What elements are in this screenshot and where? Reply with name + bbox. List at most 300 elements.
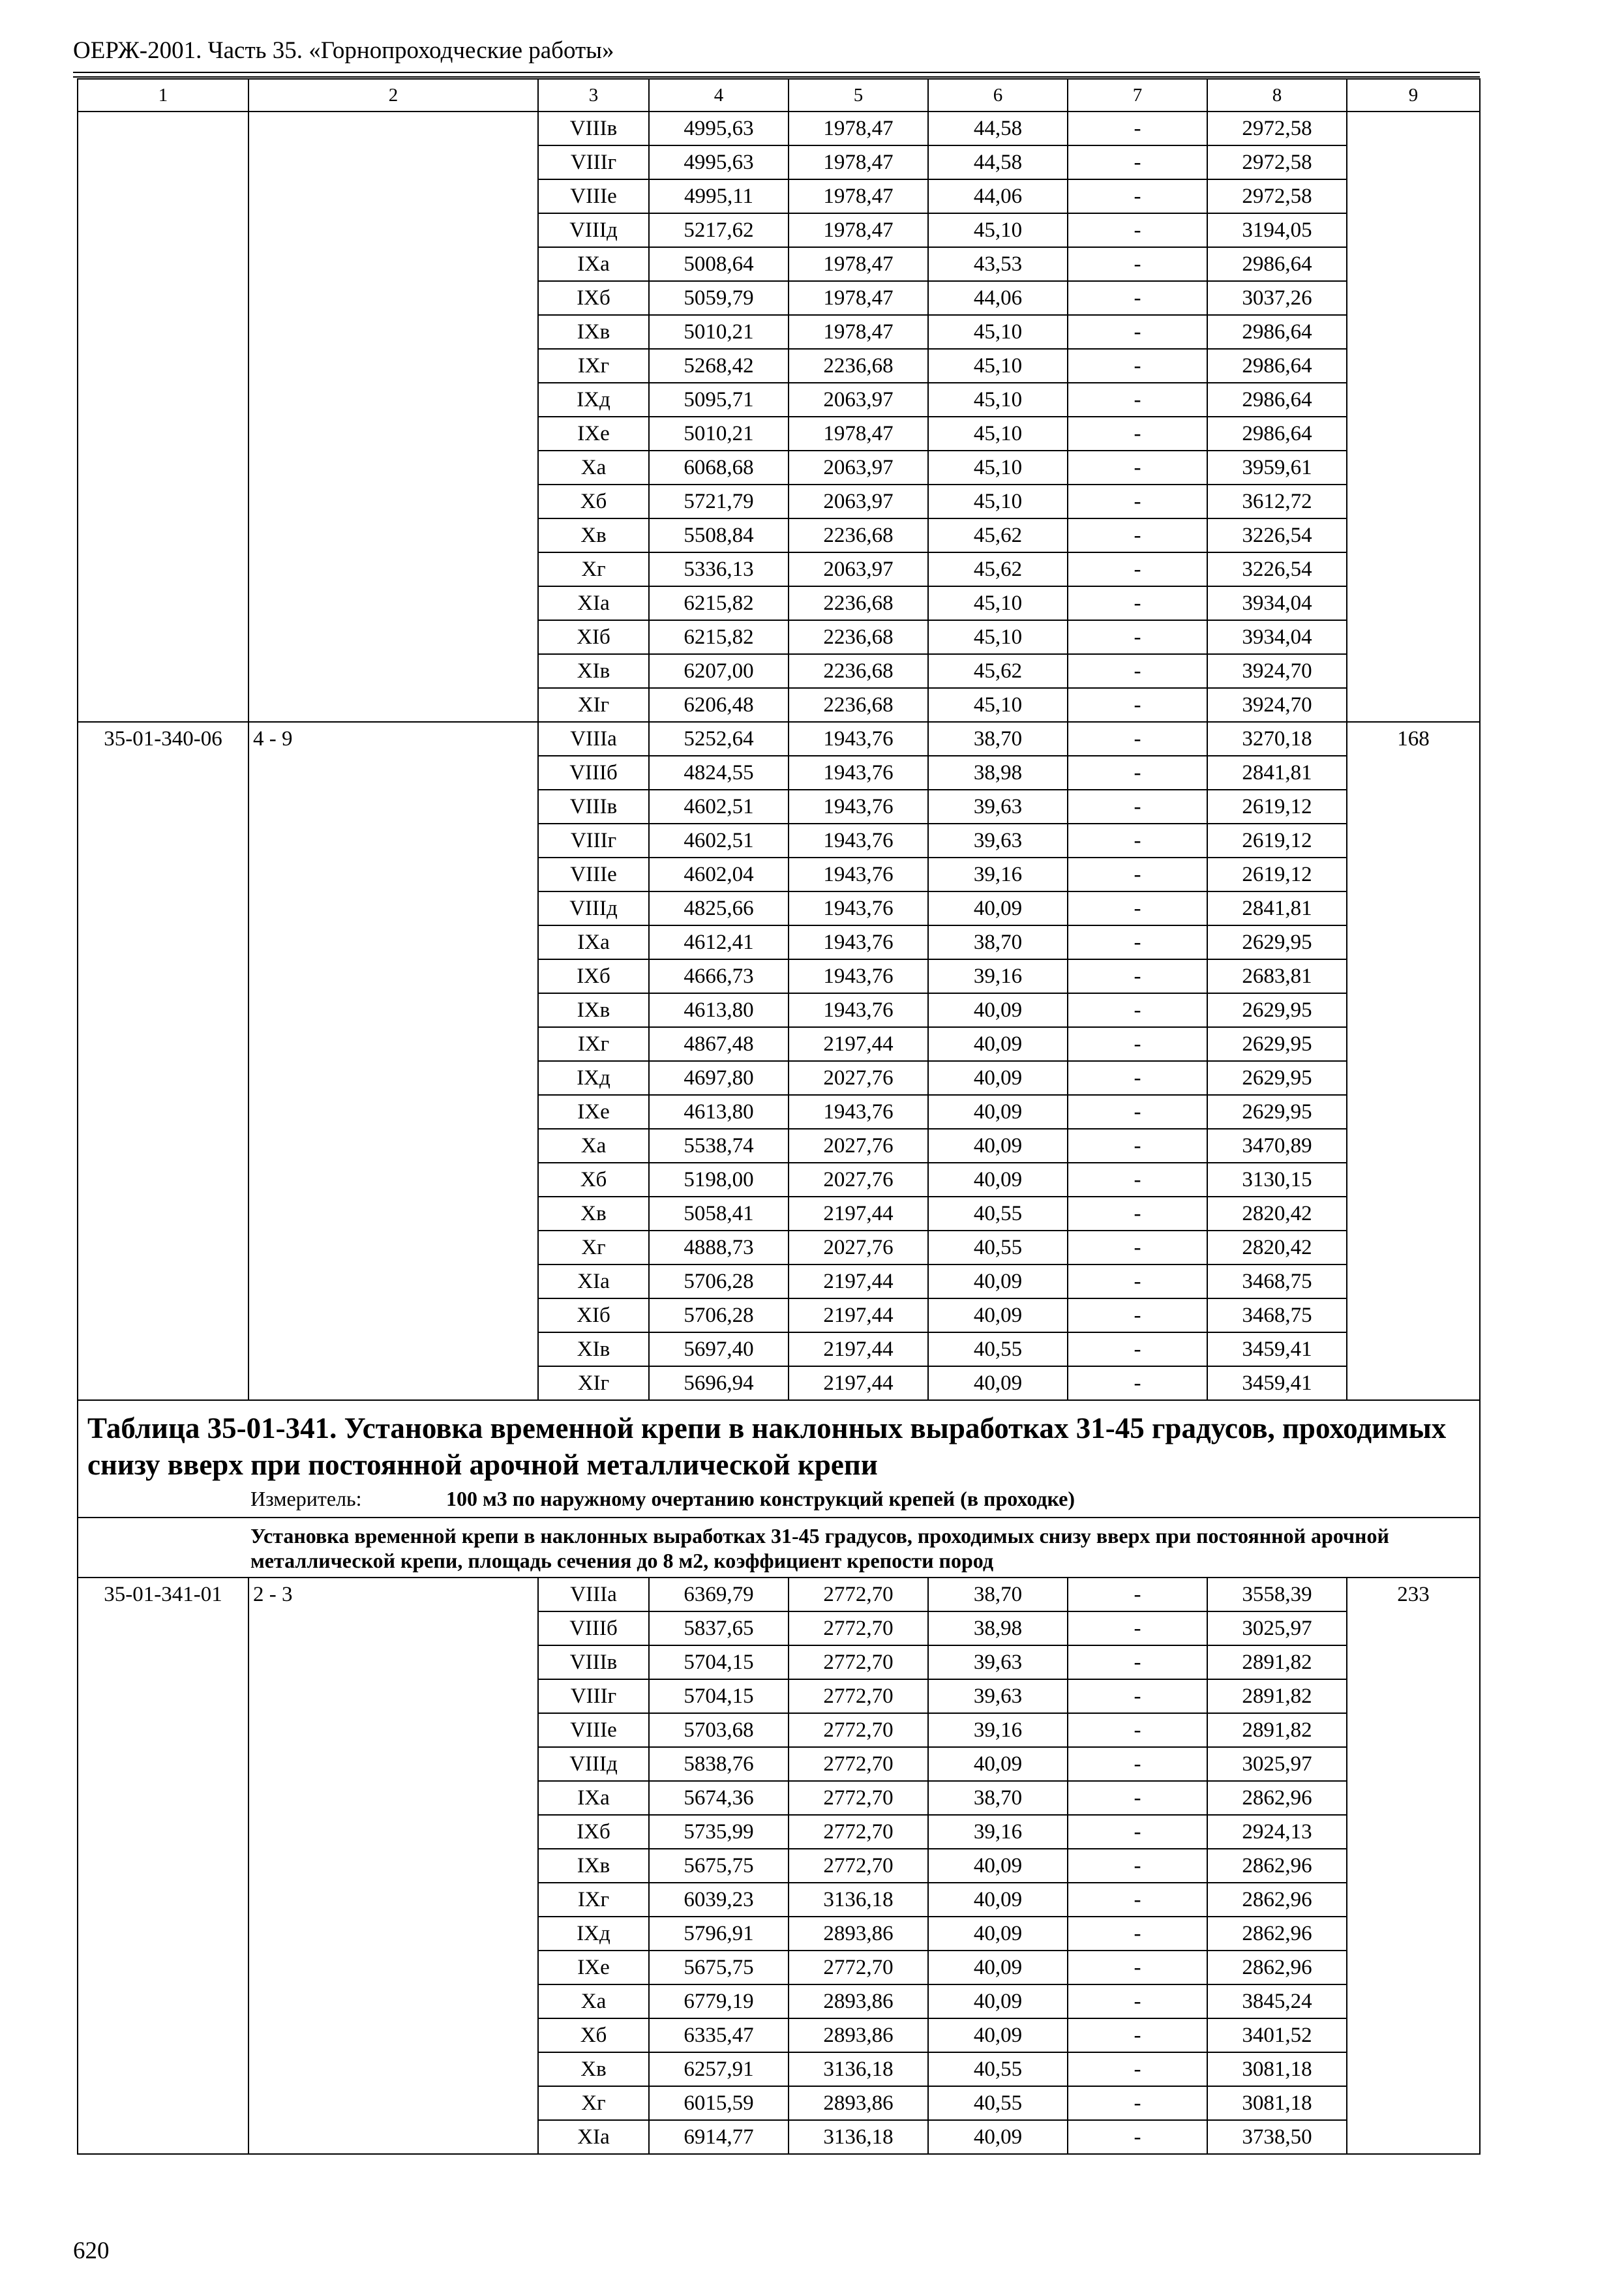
machine-cost-cell: 39,63 — [928, 1679, 1068, 1713]
grade-cell: IXд — [538, 1061, 649, 1095]
other-cost-cell: 2986,64 — [1207, 315, 1347, 349]
machine-cost-cell: 40,09 — [928, 1027, 1068, 1061]
column-number-row — [78, 79, 1480, 112]
total-cost-cell: 6215,82 — [649, 586, 789, 620]
other-cost-cell: 2629,95 — [1207, 1095, 1347, 1129]
total-cost-cell: 6257,91 — [649, 2052, 789, 2086]
grade-cell: Xа — [538, 1984, 649, 2018]
total-cost-cell: 4602,51 — [649, 790, 789, 824]
header-rule-double — [73, 76, 1480, 78]
labor-cost-cell: 1978,47 — [789, 145, 928, 179]
section-title-row — [78, 1400, 1480, 1486]
materials-cell: - — [1068, 2052, 1207, 2086]
machine-cost-cell: 40,09 — [928, 1264, 1068, 1298]
labor-cost-cell: 1943,76 — [789, 824, 928, 858]
machine-cost-cell: 45,10 — [928, 213, 1068, 247]
labor-cost-cell: 1943,76 — [789, 1095, 928, 1129]
materials-cell: - — [1068, 993, 1207, 1027]
grade-cell: XIа — [538, 2120, 649, 2154]
other-cost-cell: 3468,75 — [1207, 1264, 1347, 1298]
labor-cost-cell: 2063,97 — [789, 485, 928, 518]
machine-cost-cell: 38,70 — [928, 722, 1068, 756]
column-number: 6 — [928, 79, 1068, 112]
column9-cell — [1347, 112, 1480, 722]
machine-cost-cell: 45,62 — [928, 518, 1068, 552]
header-rule — [73, 72, 1480, 73]
rock-range-cell: 4 - 9 — [248, 722, 538, 1400]
meter-row — [78, 1486, 1480, 1518]
grade-cell: VIIIг — [538, 824, 649, 858]
materials-cell: - — [1068, 1883, 1207, 1917]
other-cost-cell: 2629,95 — [1207, 1061, 1347, 1095]
materials-cell: - — [1068, 1197, 1207, 1231]
grade-cell: IXе — [538, 417, 649, 451]
machine-cost-cell: 40,09 — [928, 1849, 1068, 1883]
other-cost-cell: 2862,96 — [1207, 1883, 1347, 1917]
other-cost-cell: 3934,04 — [1207, 620, 1347, 654]
labor-cost-cell: 2197,44 — [789, 1264, 928, 1298]
labor-cost-cell: 2772,70 — [789, 1578, 928, 1611]
total-cost-cell: 6039,23 — [649, 1883, 789, 1917]
grade-cell: Xв — [538, 1197, 649, 1231]
grade-cell: VIIIд — [538, 891, 649, 925]
machine-cost-cell: 44,58 — [928, 112, 1068, 145]
materials-cell: - — [1068, 1781, 1207, 1815]
materials-cell: - — [1068, 959, 1207, 993]
labor-cost-cell: 2893,86 — [789, 2086, 928, 2120]
total-cost-cell: 4666,73 — [649, 959, 789, 993]
grade-cell: XIб — [538, 1298, 649, 1332]
other-cost-cell: 3226,54 — [1207, 518, 1347, 552]
grade-cell: IXв — [538, 1849, 649, 1883]
labor-cost-cell: 3136,18 — [789, 2120, 928, 2154]
other-cost-cell: 2862,96 — [1207, 1849, 1347, 1883]
labor-cost-cell: 2236,68 — [789, 518, 928, 552]
materials-cell: - — [1068, 722, 1207, 756]
table-row — [78, 722, 1480, 756]
labor-cost-cell: 1943,76 — [789, 959, 928, 993]
materials-cell: - — [1068, 1849, 1207, 1883]
other-cost-cell: 2841,81 — [1207, 891, 1347, 925]
materials-cell: - — [1068, 1095, 1207, 1129]
total-cost-cell: 5252,64 — [649, 722, 789, 756]
machine-cost-cell: 45,62 — [928, 552, 1068, 586]
other-cost-cell: 3612,72 — [1207, 485, 1347, 518]
grade-cell: IXг — [538, 1883, 649, 1917]
other-cost-cell: 3959,61 — [1207, 451, 1347, 485]
other-cost-cell: 2820,42 — [1207, 1197, 1347, 1231]
grade-cell: Xг — [538, 1231, 649, 1264]
total-cost-cell: 5703,68 — [649, 1713, 789, 1747]
machine-cost-cell: 40,09 — [928, 891, 1068, 925]
other-cost-cell: 2986,64 — [1207, 349, 1347, 383]
labor-cost-cell: 2197,44 — [789, 1366, 928, 1400]
machine-cost-cell: 40,55 — [928, 2052, 1068, 2086]
labor-cost-cell: 2063,97 — [789, 451, 928, 485]
machine-cost-cell: 44,58 — [928, 145, 1068, 179]
total-cost-cell: 4995,63 — [649, 145, 789, 179]
grade-cell: Xа — [538, 451, 649, 485]
materials-cell: - — [1068, 179, 1207, 213]
grade-cell: VIIIа — [538, 1578, 649, 1611]
description-row — [78, 1518, 1480, 1578]
total-cost-cell: 5010,21 — [649, 417, 789, 451]
total-cost-cell: 4824,55 — [649, 756, 789, 790]
materials-cell: - — [1068, 2086, 1207, 2120]
materials-cell: - — [1068, 349, 1207, 383]
machine-cost-cell: 40,55 — [928, 1197, 1068, 1231]
rate-code-cell: 35-01-340-06 — [78, 722, 248, 1400]
other-cost-cell: 3194,05 — [1207, 213, 1347, 247]
materials-cell: - — [1068, 1264, 1207, 1298]
machine-cost-cell: 45,10 — [928, 451, 1068, 485]
materials-cell: - — [1068, 1332, 1207, 1366]
column-number: 1 — [78, 79, 248, 112]
total-cost-cell: 5538,74 — [649, 1129, 789, 1163]
other-cost-cell: 3025,97 — [1207, 1611, 1347, 1645]
total-cost-cell: 4888,73 — [649, 1231, 789, 1264]
grade-cell: IXб — [538, 281, 649, 315]
grade-cell: Xв — [538, 518, 649, 552]
machine-cost-cell: 39,16 — [928, 858, 1068, 891]
total-cost-cell: 4995,63 — [649, 112, 789, 145]
materials-cell: - — [1068, 417, 1207, 451]
materials-cell: - — [1068, 1917, 1207, 1951]
other-cost-cell: 3459,41 — [1207, 1366, 1347, 1400]
other-cost-cell: 3037,26 — [1207, 281, 1347, 315]
column-number: 5 — [789, 79, 928, 112]
other-cost-cell: 3025,97 — [1207, 1747, 1347, 1781]
labor-cost-cell: 1943,76 — [789, 858, 928, 891]
materials-cell: - — [1068, 891, 1207, 925]
materials-cell: - — [1068, 485, 1207, 518]
grade-cell: VIIIб — [538, 756, 649, 790]
other-cost-cell: 3924,70 — [1207, 654, 1347, 688]
grade-cell: IXг — [538, 1027, 649, 1061]
materials-cell: - — [1068, 1231, 1207, 1264]
grade-cell: VIIIд — [538, 1747, 649, 1781]
grade-cell: VIIIв — [538, 790, 649, 824]
column-number: 2 — [248, 79, 538, 112]
other-cost-cell: 3081,18 — [1207, 2086, 1347, 2120]
grade-cell: VIIIе — [538, 1713, 649, 1747]
grade-cell: IXб — [538, 959, 649, 993]
other-cost-cell: 3558,39 — [1207, 1578, 1347, 1611]
other-cost-cell: 3130,15 — [1207, 1163, 1347, 1197]
total-cost-cell: 5336,13 — [649, 552, 789, 586]
grade-cell: XIв — [538, 1332, 649, 1366]
total-cost-cell: 5008,64 — [649, 247, 789, 281]
other-cost-cell: 3934,04 — [1207, 586, 1347, 620]
labor-cost-cell: 2772,70 — [789, 1815, 928, 1849]
materials-cell: - — [1068, 451, 1207, 485]
work-description: Установка временной крепи в наклонных выработках 31-45 градусов, проходимых снизу вверх при постоянной арочной металлической крепи, площадь сечения до 8 м2, коэффициент крепости пород — [78, 1518, 1480, 1578]
materials-cell: - — [1068, 1163, 1207, 1197]
machine-cost-cell: 38,98 — [928, 756, 1068, 790]
materials-cell: - — [1068, 1611, 1207, 1645]
grade-cell: Xа — [538, 1129, 649, 1163]
labor-cost-cell: 1943,76 — [789, 891, 928, 925]
total-cost-cell: 4612,41 — [649, 925, 789, 959]
total-cost-cell: 4867,48 — [649, 1027, 789, 1061]
materials-cell: - — [1068, 2120, 1207, 2154]
materials-cell: - — [1068, 1679, 1207, 1713]
total-cost-cell: 5058,41 — [649, 1197, 789, 1231]
labor-cost-cell: 2772,70 — [789, 1781, 928, 1815]
machine-cost-cell: 38,98 — [928, 1611, 1068, 1645]
materials-cell: - — [1068, 620, 1207, 654]
other-cost-cell: 3226,54 — [1207, 552, 1347, 586]
machine-cost-cell: 45,10 — [928, 485, 1068, 518]
other-cost-cell: 2891,82 — [1207, 1679, 1347, 1713]
grade-cell: IXг — [538, 349, 649, 383]
grade-cell: Xг — [538, 552, 649, 586]
labor-cost-cell: 1943,76 — [789, 993, 928, 1027]
meter-value: 100 м3 по наружному очертанию конструкций крепей (в проходке) — [446, 1487, 1075, 1510]
machine-cost-cell: 43,53 — [928, 247, 1068, 281]
grade-cell: VIIIг — [538, 145, 649, 179]
rates-table-container — [77, 78, 1479, 2155]
labor-cost-cell: 2236,68 — [789, 688, 928, 722]
materials-cell: - — [1068, 1061, 1207, 1095]
labor-cost-cell: 1943,76 — [789, 790, 928, 824]
labor-cost-cell: 2236,68 — [789, 349, 928, 383]
machine-cost-cell: 38,70 — [928, 1781, 1068, 1815]
other-cost-cell: 3401,52 — [1207, 2018, 1347, 2052]
rates-table — [77, 78, 1481, 2155]
machine-cost-cell: 45,10 — [928, 383, 1068, 417]
other-cost-cell: 2619,12 — [1207, 824, 1347, 858]
grade-cell: XIа — [538, 586, 649, 620]
grade-cell: IXв — [538, 315, 649, 349]
column-number: 4 — [649, 79, 789, 112]
labor-cost-cell: 2772,70 — [789, 1747, 928, 1781]
materials-cell: - — [1068, 1815, 1207, 1849]
other-cost-cell: 3845,24 — [1207, 1984, 1347, 2018]
total-cost-cell: 5838,76 — [649, 1747, 789, 1781]
machine-cost-cell: 40,09 — [928, 1917, 1068, 1951]
table-row — [78, 1578, 1480, 1611]
labor-cost-cell: 2197,44 — [789, 1027, 928, 1061]
machine-cost-cell: 39,63 — [928, 824, 1068, 858]
labor-cost-cell: 2063,97 — [789, 383, 928, 417]
grade-cell: Xб — [538, 485, 649, 518]
grade-cell: XIв — [538, 654, 649, 688]
grade-cell: VIIIв — [538, 112, 649, 145]
total-cost-cell: 4995,11 — [649, 179, 789, 213]
machine-cost-cell: 40,09 — [928, 1061, 1068, 1095]
rock-range-cell: 2 - 3 — [248, 1578, 538, 2154]
total-cost-cell: 5674,36 — [649, 1781, 789, 1815]
total-cost-cell: 6015,59 — [649, 2086, 789, 2120]
other-cost-cell: 2891,82 — [1207, 1645, 1347, 1679]
labor-cost-cell: 1978,47 — [789, 281, 928, 315]
machine-cost-cell: 45,10 — [928, 417, 1068, 451]
total-cost-cell: 5010,21 — [649, 315, 789, 349]
other-cost-cell: 3924,70 — [1207, 688, 1347, 722]
other-cost-cell: 2891,82 — [1207, 1713, 1347, 1747]
total-cost-cell: 6206,48 — [649, 688, 789, 722]
total-cost-cell: 6068,68 — [649, 451, 789, 485]
grade-cell: VIIIа — [538, 722, 649, 756]
total-cost-cell: 5706,28 — [649, 1298, 789, 1332]
section-title: Таблица 35-01-341. Установка временной крепи в наклонных выработках 31-45 градусов, проходимых снизу вверх при постоянной арочной металлической крепи — [78, 1400, 1480, 1486]
machine-cost-cell: 45,10 — [928, 688, 1068, 722]
machine-cost-cell: 40,09 — [928, 2120, 1068, 2154]
labor-cost-cell: 1978,47 — [789, 112, 928, 145]
materials-cell: - — [1068, 586, 1207, 620]
total-cost-cell: 5675,75 — [649, 1849, 789, 1883]
labor-cost-cell: 2027,76 — [789, 1231, 928, 1264]
labor-cost-cell: 2197,44 — [789, 1332, 928, 1366]
labor-cost-cell: 2027,76 — [789, 1061, 928, 1095]
labor-cost-cell: 2236,68 — [789, 620, 928, 654]
column9-cell: 233 — [1347, 1578, 1480, 2154]
other-cost-cell: 2972,58 — [1207, 145, 1347, 179]
materials-cell: - — [1068, 1984, 1207, 2018]
materials-cell: - — [1068, 1298, 1207, 1332]
total-cost-cell: 5095,71 — [649, 383, 789, 417]
machine-cost-cell: 40,09 — [928, 1095, 1068, 1129]
materials-cell: - — [1068, 824, 1207, 858]
grade-cell: IXа — [538, 925, 649, 959]
materials-cell: - — [1068, 654, 1207, 688]
materials-cell: - — [1068, 1713, 1207, 1747]
other-cost-cell: 2986,64 — [1207, 383, 1347, 417]
total-cost-cell: 5706,28 — [649, 1264, 789, 1298]
grade-cell: IXе — [538, 1095, 649, 1129]
grade-cell: Xг — [538, 2086, 649, 2120]
machine-cost-cell: 45,10 — [928, 620, 1068, 654]
total-cost-cell: 4613,80 — [649, 1095, 789, 1129]
materials-cell: - — [1068, 281, 1207, 315]
materials-cell: - — [1068, 1027, 1207, 1061]
machine-cost-cell: 39,16 — [928, 1713, 1068, 1747]
labor-cost-cell: 2772,70 — [789, 1849, 928, 1883]
machine-cost-cell: 44,06 — [928, 179, 1068, 213]
machine-cost-cell: 40,09 — [928, 1366, 1068, 1400]
materials-cell: - — [1068, 1645, 1207, 1679]
total-cost-cell: 4602,04 — [649, 858, 789, 891]
total-cost-cell: 5696,94 — [649, 1366, 789, 1400]
labor-cost-cell: 2772,70 — [789, 1951, 928, 1984]
machine-cost-cell: 40,55 — [928, 2086, 1068, 2120]
materials-cell: - — [1068, 518, 1207, 552]
labor-cost-cell: 1943,76 — [789, 722, 928, 756]
total-cost-cell: 4602,51 — [649, 824, 789, 858]
total-cost-cell: 6914,77 — [649, 2120, 789, 2154]
table-body — [78, 79, 1480, 2154]
materials-cell: - — [1068, 790, 1207, 824]
grade-cell: Xв — [538, 2052, 649, 2086]
total-cost-cell: 5217,62 — [649, 213, 789, 247]
other-cost-cell: 3470,89 — [1207, 1129, 1347, 1163]
grade-cell: XIг — [538, 1366, 649, 1400]
other-cost-cell: 2972,58 — [1207, 179, 1347, 213]
other-cost-cell: 2629,95 — [1207, 1027, 1347, 1061]
other-cost-cell: 2924,13 — [1207, 1815, 1347, 1849]
machine-cost-cell: 40,09 — [928, 1883, 1068, 1917]
machine-cost-cell: 39,16 — [928, 1815, 1068, 1849]
machine-cost-cell: 45,10 — [928, 349, 1068, 383]
grade-cell: IXе — [538, 1951, 649, 1984]
labor-cost-cell: 1943,76 — [789, 925, 928, 959]
materials-cell: - — [1068, 145, 1207, 179]
column-number: 3 — [538, 79, 649, 112]
labor-cost-cell: 2772,70 — [789, 1679, 928, 1713]
other-cost-cell: 2986,64 — [1207, 417, 1347, 451]
total-cost-cell: 5735,99 — [649, 1815, 789, 1849]
grade-cell: VIIIд — [538, 213, 649, 247]
grade-cell: Xб — [538, 2018, 649, 2052]
labor-cost-cell: 2197,44 — [789, 1197, 928, 1231]
grade-cell: IXа — [538, 1781, 649, 1815]
materials-cell: - — [1068, 1366, 1207, 1400]
total-cost-cell: 5198,00 — [649, 1163, 789, 1197]
table-row — [78, 112, 1480, 145]
page-header: ОЕРЖ-2001. Часть 35. «Горнопроходческие работы» — [73, 37, 614, 64]
machine-cost-cell: 39,63 — [928, 1645, 1068, 1679]
machine-cost-cell: 40,09 — [928, 1163, 1068, 1197]
column-number: 9 — [1347, 79, 1480, 112]
materials-cell: - — [1068, 688, 1207, 722]
other-cost-cell: 2683,81 — [1207, 959, 1347, 993]
total-cost-cell: 6207,00 — [649, 654, 789, 688]
machine-cost-cell: 40,55 — [928, 1231, 1068, 1264]
total-cost-cell: 5508,84 — [649, 518, 789, 552]
machine-cost-cell: 40,09 — [928, 2018, 1068, 2052]
machine-cost-cell: 40,09 — [928, 1747, 1068, 1781]
machine-cost-cell: 39,16 — [928, 959, 1068, 993]
total-cost-cell: 5059,79 — [649, 281, 789, 315]
total-cost-cell: 5721,79 — [649, 485, 789, 518]
total-cost-cell: 5697,40 — [649, 1332, 789, 1366]
machine-cost-cell: 45,62 — [928, 654, 1068, 688]
grade-cell: XIг — [538, 688, 649, 722]
labor-cost-cell: 1978,47 — [789, 247, 928, 281]
labor-cost-cell: 3136,18 — [789, 1883, 928, 1917]
total-cost-cell: 5704,15 — [649, 1679, 789, 1713]
other-cost-cell: 2820,42 — [1207, 1231, 1347, 1264]
materials-cell: - — [1068, 112, 1207, 145]
materials-cell: - — [1068, 247, 1207, 281]
materials-cell: - — [1068, 1951, 1207, 1984]
grade-cell: IXд — [538, 383, 649, 417]
materials-cell: - — [1068, 1578, 1207, 1611]
other-cost-cell: 2986,64 — [1207, 247, 1347, 281]
other-cost-cell: 3081,18 — [1207, 2052, 1347, 2086]
grade-cell: IXв — [538, 993, 649, 1027]
other-cost-cell: 3468,75 — [1207, 1298, 1347, 1332]
total-cost-cell: 5704,15 — [649, 1645, 789, 1679]
grade-cell: VIIIе — [538, 179, 649, 213]
total-cost-cell: 5796,91 — [649, 1917, 789, 1951]
materials-cell: - — [1068, 858, 1207, 891]
grade-cell: VIIIв — [538, 1645, 649, 1679]
labor-cost-cell: 2197,44 — [789, 1298, 928, 1332]
rate-code-cell: 35-01-341-01 — [78, 1578, 248, 2154]
grade-cell: VIIIг — [538, 1679, 649, 1713]
grade-cell: IXа — [538, 247, 649, 281]
column9-cell: 168 — [1347, 722, 1480, 1400]
labor-cost-cell: 1978,47 — [789, 315, 928, 349]
total-cost-cell: 4697,80 — [649, 1061, 789, 1095]
grade-cell: VIIIе — [538, 858, 649, 891]
column-number: 8 — [1207, 79, 1347, 112]
other-cost-cell: 2629,95 — [1207, 993, 1347, 1027]
materials-cell: - — [1068, 756, 1207, 790]
labor-cost-cell: 2772,70 — [789, 1645, 928, 1679]
